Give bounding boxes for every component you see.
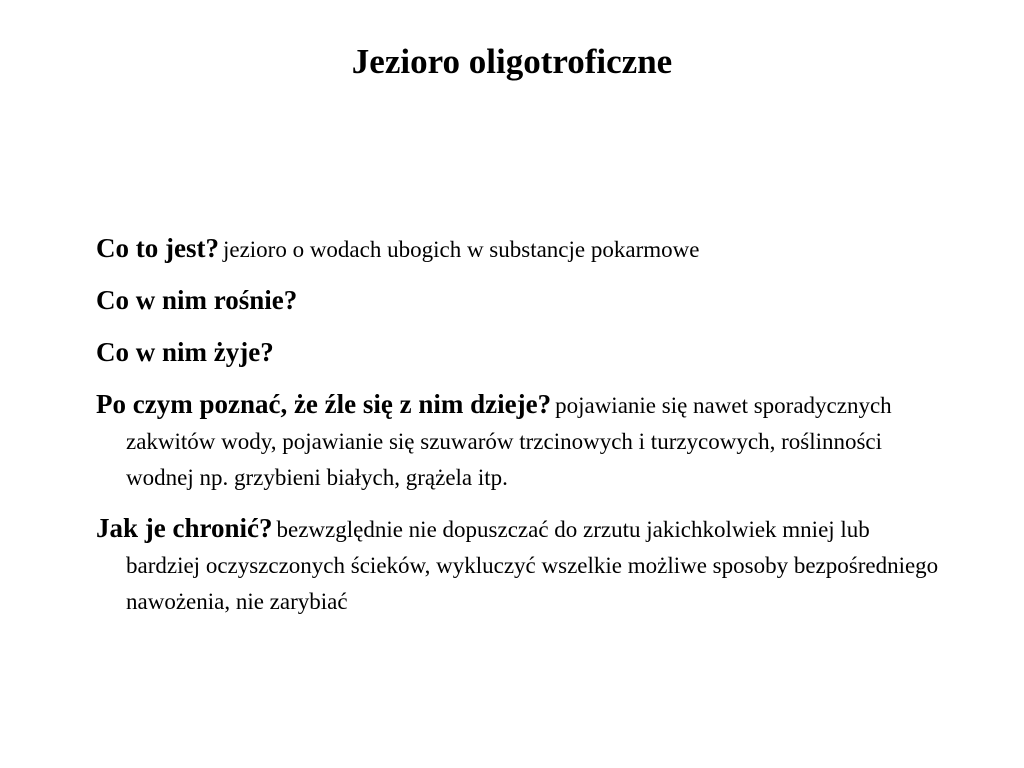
item-question: Jak je chronić?: [96, 513, 273, 543]
item-question: Co w nim żyje?: [96, 337, 274, 367]
slide-content: [96, 230, 946, 634]
item-answer: pojawianie się nawet sporadycznych zakwitów wody, pojawianie się szuwarów trzcinowych i turzycowych, roślinności wodnej np. grzybieni białych, grążela itp.: [126, 393, 892, 490]
item-question: Po czym poznać, że źle się z nim dzieje?: [96, 389, 552, 419]
list-item: [96, 282, 946, 320]
item-question: Co w nim rośnie?: [96, 285, 298, 315]
list-item: [96, 334, 946, 372]
item-answer: bezwzględnie nie dopuszczać do zrzutu jakichkolwiek mniej lub bardziej oczyszczonych ścieków, wykluczyć wszelkie możliwe sposoby bezpośredniego nawożenia, nie zarybiać: [126, 517, 939, 614]
list-item: [96, 386, 946, 496]
list-item: [96, 230, 946, 268]
item-answer: jezioro o wodach ubogich w substancje pokarmowe: [222, 237, 700, 262]
slide-title: Jezioro oligotroficzne: [351, 42, 673, 81]
item-question: Co to jest?: [96, 233, 219, 263]
list-item: [96, 510, 946, 620]
